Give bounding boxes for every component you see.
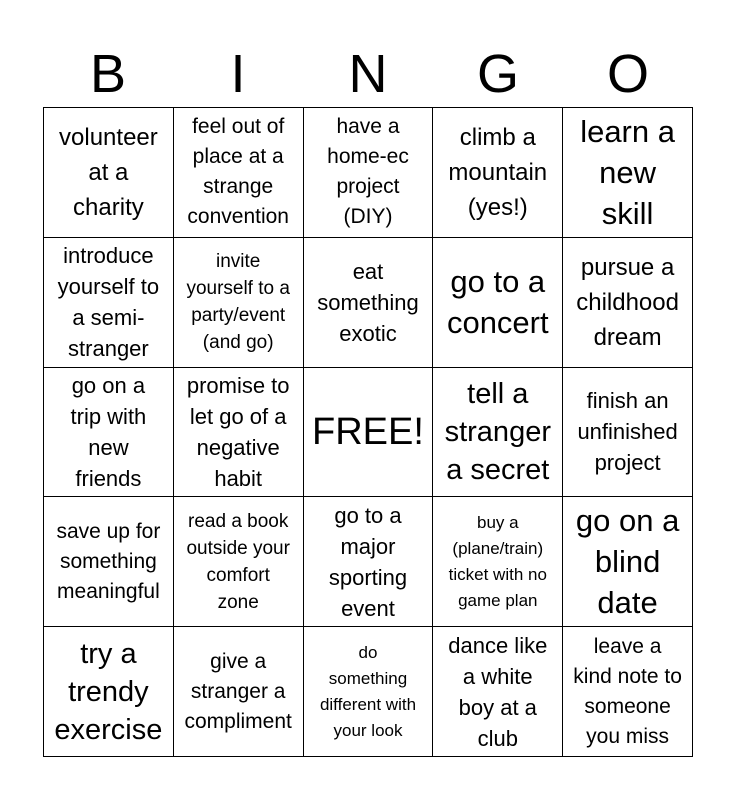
header-letter-i: I [230, 44, 246, 104]
bingo-cell-1-5[interactable] [563, 108, 693, 238]
cell-text: go to a major sporting event [328, 502, 408, 621]
cell-text: promise to let go of a negative habit [186, 372, 290, 491]
cell-text: introduce yourself to a semi- stranger [57, 243, 160, 362]
bingo-cell-1-3[interactable] [304, 108, 434, 238]
cell-text: learn a new skill [580, 113, 675, 231]
cell-text: give a stranger a compliment [184, 649, 292, 733]
cell-text: eat something exotic [317, 258, 419, 346]
bingo-cell-4-2[interactable] [174, 497, 304, 627]
bingo-cell-1-4[interactable] [433, 108, 563, 238]
cell-text: save up for something meaningful [56, 519, 161, 603]
header-letter-o: O [606, 44, 649, 104]
cell-text: invite yourself to a party/event (and go) [186, 251, 290, 354]
bingo-cell-4-4[interactable] [433, 497, 563, 627]
cell-text: dance like a white boy at a club [448, 632, 548, 751]
cell-text: pursue a childhood dream [576, 253, 679, 351]
bingo-cell-1-2[interactable] [174, 108, 304, 238]
cell-text: buy a (plane/train) ticket with no game plan [448, 512, 547, 610]
cell-text: have a home-ec project (DIY) [327, 115, 409, 229]
bingo-cell-3-2[interactable] [174, 368, 304, 498]
bingo-cell-2-4[interactable] [433, 238, 563, 368]
bingo-cell-5-2[interactable] [174, 627, 304, 757]
bingo-cell-4-5[interactable] [563, 497, 693, 627]
cell-text: go to a concert [446, 264, 549, 341]
cell-text: read a book outside your comfort zone [186, 510, 290, 613]
cell-text: go on a blind date [575, 503, 680, 621]
bingo-cell-3-3[interactable] [304, 368, 434, 498]
cell-text: go on a trip with new friends [70, 372, 147, 491]
bingo-cell-5-5[interactable] [563, 627, 693, 757]
header-letter-g: G [476, 44, 519, 104]
bingo-cell-3-4[interactable] [433, 368, 563, 498]
bingo-cell-5-3[interactable] [304, 627, 434, 757]
free-space: FREE! [312, 410, 424, 453]
cell-text: try a trendy exercise [54, 637, 163, 746]
bingo-cell-3-1[interactable] [44, 368, 174, 498]
bingo-cell-5-4[interactable] [433, 627, 563, 757]
cell-text: finish an unfinished project [577, 388, 678, 476]
bingo-cell-4-1[interactable] [44, 497, 174, 627]
cell-text: feel out of place at a strange convention [187, 115, 289, 229]
bingo-header [43, 42, 693, 106]
bingo-cell-1-1[interactable] [44, 108, 174, 238]
bingo-cell-5-1[interactable] [44, 627, 174, 757]
bingo-cell-2-1[interactable] [44, 238, 174, 368]
header-letter-n: N [348, 44, 388, 104]
bingo-cell-4-3[interactable] [304, 497, 434, 627]
cell-text: leave a kind note to someone you miss [573, 634, 682, 748]
bingo-cell-3-5[interactable] [563, 368, 693, 498]
bingo-cell-2-3[interactable] [304, 238, 434, 368]
cell-text: tell a stranger a secret [444, 377, 551, 486]
cell-text: do something different with your look [319, 642, 417, 740]
bingo-cell-2-5[interactable] [563, 238, 693, 368]
cell-text: climb a mountain (yes!) [448, 123, 548, 221]
bingo-card-grid [43, 107, 693, 757]
bingo-cell-2-2[interactable] [174, 238, 304, 368]
header-letter-b: B [89, 44, 127, 104]
cell-text: volunteer at a charity [59, 123, 158, 221]
